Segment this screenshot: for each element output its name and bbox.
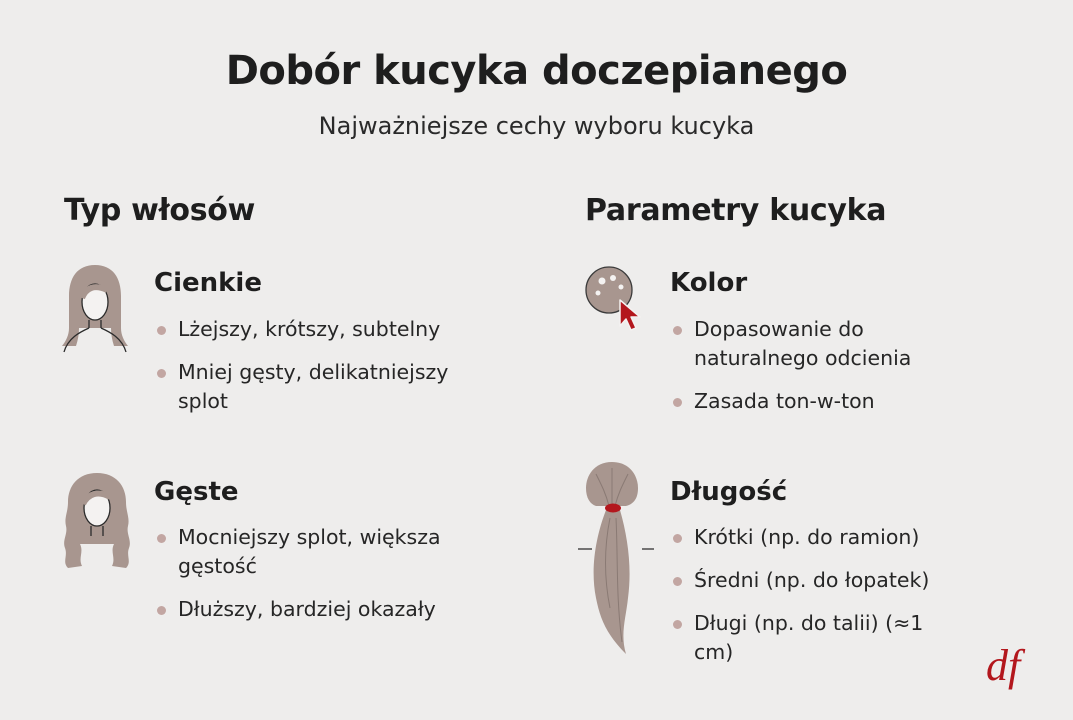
color-title: Kolor — [670, 268, 748, 298]
length-bullets — [670, 523, 960, 681]
list-item: Długi (np. do talii) (≈1 cm) — [670, 609, 960, 667]
thin-hair-head-icon — [60, 262, 130, 354]
thin-hair-bullets — [154, 315, 504, 430]
list-item: Mocniejszy splot, większa gęstość — [154, 523, 504, 581]
right-column-heading: Parametry kucyka — [585, 193, 887, 228]
list-item: Lżejszy, krótszy, subtelny — [154, 315, 504, 344]
left-column-heading: Typ włosów — [64, 193, 256, 228]
thick-hair-bullets — [154, 523, 504, 638]
list-item: Zasada ton-w-ton — [670, 387, 970, 416]
color-bullets — [670, 315, 970, 430]
length-title: Długość — [670, 477, 788, 507]
page-title: Dobór kucyka doczepianego — [225, 48, 848, 94]
thick-hair-title: Gęste — [154, 477, 239, 507]
df-logo-icon — [984, 638, 1044, 692]
list-item: Średni (np. do łopatek) — [670, 566, 960, 595]
list-item: Dopasowanie do naturalnego odcienia — [670, 315, 970, 373]
svg-text:df: df — [986, 641, 1021, 690]
page-subtitle: Najważniejsze cechy wyboru kucyka — [318, 112, 755, 140]
list-item: Dłuższy, bardziej okazały — [154, 595, 504, 624]
list-item: Mniej gęsty, delikatniejszy splot — [154, 358, 504, 416]
thick-wavy-hair-head-icon — [58, 470, 136, 574]
thin-hair-title: Cienkie — [154, 268, 262, 298]
color-swatch-cursor-icon — [584, 264, 648, 334]
ponytail-length-icon — [576, 458, 658, 658]
list-item: Krótki (np. do ramion) — [670, 523, 960, 552]
